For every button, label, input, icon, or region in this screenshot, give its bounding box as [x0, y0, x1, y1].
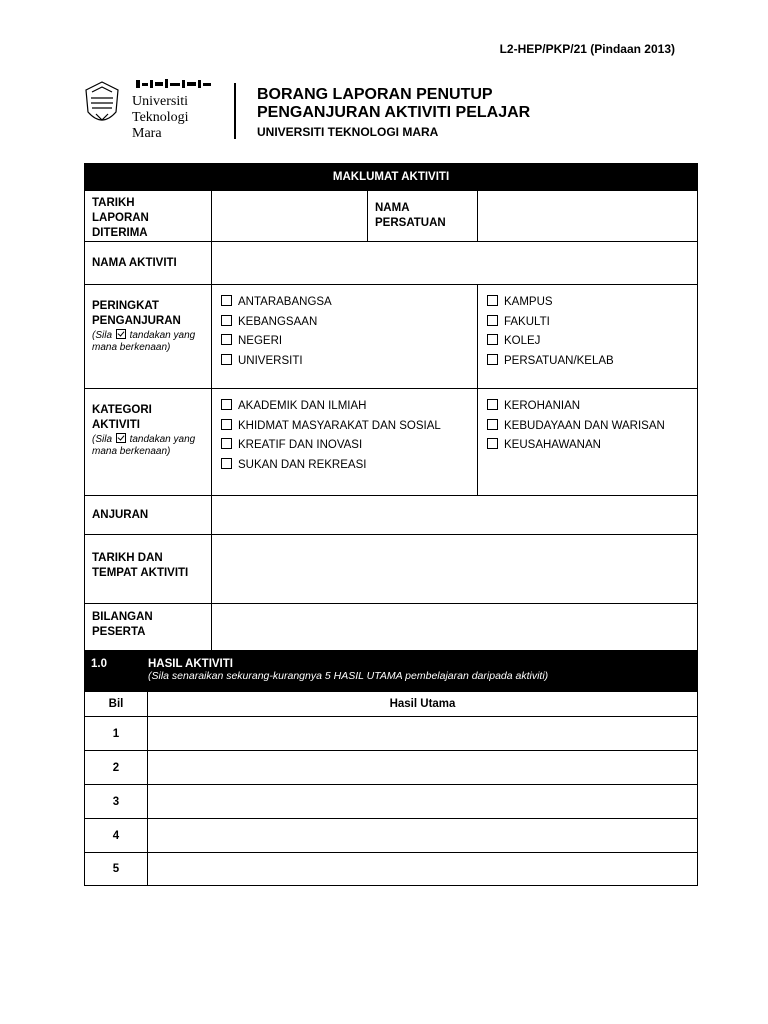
- kategori-options-right: [478, 389, 698, 496]
- checkbox-keusahawanan[interactable]: KEUSAHAWANAN: [487, 438, 697, 458]
- row-number: 2: [85, 751, 148, 785]
- checkbox-kreatif[interactable]: KREATIF DAN INOVASI: [221, 438, 477, 458]
- kategori-note: (Sila tandakan yang mana berkenaan): [92, 434, 196, 457]
- checkbox-icon[interactable]: [221, 354, 232, 365]
- kategori-label: KATEGORI AKTIVITI (Sila tandakan yang mana berkenaan): [85, 389, 212, 496]
- checkbox-icon[interactable]: [221, 334, 232, 345]
- row-number: 5: [85, 853, 148, 886]
- checkbox-icon[interactable]: [487, 315, 498, 326]
- anjuran-field[interactable]: [212, 496, 698, 535]
- checkbox-fakulti[interactable]: FAKULTI: [487, 315, 697, 335]
- form-title-block: [257, 86, 530, 139]
- hasil-utama-field-4[interactable]: [148, 819, 698, 853]
- peringkat-label: PERINGKAT PENGANJURAN (Sila tandakan yang mana berkenaan): [85, 285, 212, 389]
- checkbox-kerohanian[interactable]: KEROHANIAN: [487, 399, 697, 419]
- col-header-bil: Bil: [85, 692, 148, 717]
- checkbox-icon[interactable]: [221, 458, 232, 469]
- checkbox-kolej[interactable]: KOLEJ: [487, 334, 697, 354]
- bilangan-peserta-label: BILANGAN PESERTA: [85, 604, 212, 651]
- checkbox-kebangsaan[interactable]: KEBANGSAAN: [221, 315, 477, 335]
- nama-persatuan-label: NAMA PERSATUAN: [368, 191, 478, 242]
- hasil-section-number: 1.0: [85, 652, 148, 692]
- checkbox-kebudayaan[interactable]: KEBUDAYAAN DAN WARISAN: [487, 419, 697, 439]
- hasil-aktiviti-table: [84, 651, 698, 886]
- tarikh-laporan-field[interactable]: [212, 191, 368, 242]
- hasil-utama-field-2[interactable]: [148, 751, 698, 785]
- checkbox-universiti[interactable]: UNIVERSITI: [221, 354, 477, 374]
- checkbox-icon[interactable]: [487, 295, 498, 306]
- header-divider: [234, 83, 236, 139]
- checkbox-icon[interactable]: [487, 399, 498, 410]
- checked-box-icon: [116, 329, 126, 339]
- table-row: [85, 853, 698, 886]
- row-number: 3: [85, 785, 148, 819]
- nama-aktiviti-label: NAMA AKTIVITI: [85, 242, 212, 285]
- checkbox-akademik[interactable]: AKADEMIK DAN ILMIAH: [221, 399, 477, 419]
- checkbox-icon[interactable]: [487, 354, 498, 365]
- checkbox-icon[interactable]: [221, 419, 232, 430]
- row-number: 1: [85, 717, 148, 751]
- checkbox-kampus[interactable]: KAMPUS: [487, 295, 697, 315]
- table-row: [85, 751, 698, 785]
- checkbox-sukan[interactable]: SUKAN DAN REKREASI: [221, 458, 477, 478]
- uitm-logo: [82, 78, 232, 140]
- bilangan-peserta-field[interactable]: [212, 604, 698, 651]
- checkbox-negeri[interactable]: NEGERI: [221, 334, 477, 354]
- peringkat-options-left: [212, 285, 478, 389]
- checkbox-icon[interactable]: [487, 438, 498, 449]
- table-row: [85, 785, 698, 819]
- peringkat-note: (Sila tandakan yang mana berkenaan): [92, 330, 196, 353]
- checkbox-icon[interactable]: [487, 334, 498, 345]
- checkbox-icon[interactable]: [487, 419, 498, 430]
- anjuran-label: ANJURAN: [85, 496, 212, 535]
- kategori-options-left: [212, 389, 478, 496]
- form-institution: UNIVERSITI TEKNOLOGI MARA: [257, 125, 439, 139]
- hasil-section-subtitle: (Sila senaraikan sekurang-kurangnya 5 HASIL UTAMA pembelajaran daripada aktiviti): [148, 670, 549, 682]
- checked-box-icon: [116, 433, 126, 443]
- form-title-line1: BORANG LAPORAN PENUTUP: [257, 86, 493, 103]
- checkbox-icon[interactable]: [221, 315, 232, 326]
- tarikh-tempat-label: TARIKH DAN TEMPAT AKTIVITI: [85, 535, 212, 604]
- nama-persatuan-field[interactable]: [478, 191, 698, 242]
- hasil-section-heading: [148, 652, 698, 692]
- checkbox-icon[interactable]: [221, 438, 232, 449]
- logo-text-line2: Teknologi: [132, 110, 189, 125]
- uitm-crest-icon: [82, 78, 232, 140]
- hasil-utama-field-3[interactable]: [148, 785, 698, 819]
- checkbox-persatuan-kelab[interactable]: PERSATUAN/KELAB: [487, 354, 697, 374]
- hasil-utama-field-1[interactable]: [148, 717, 698, 751]
- document-code: L2-HEP/PKP/21 (Pindaan 2013): [499, 42, 675, 56]
- checkbox-antarabangsa[interactable]: ANTARABANGSA: [221, 295, 477, 315]
- checkbox-icon[interactable]: [221, 295, 232, 306]
- row-number: 4: [85, 819, 148, 853]
- tarikh-laporan-label: TARIKH LAPORAN DITERIMA: [85, 191, 212, 242]
- logo-text-line3: Mara: [132, 126, 162, 140]
- hasil-section-title: HASIL AKTIVITI: [148, 658, 233, 670]
- activity-form: [84, 163, 697, 886]
- maklumat-aktiviti-heading: MAKLUMAT AKTIVITI: [85, 164, 698, 191]
- nama-aktiviti-field[interactable]: [212, 242, 698, 285]
- table-row: [85, 819, 698, 853]
- col-header-hasil-utama: Hasil Utama: [148, 692, 698, 717]
- table-row: [85, 717, 698, 751]
- form-title-line2: PENGANJURAN AKTIVITI PELAJAR: [257, 104, 531, 121]
- hasil-utama-field-5[interactable]: [148, 853, 698, 886]
- tarikh-tempat-field[interactable]: [212, 535, 698, 604]
- logo-text-line1: Universiti: [132, 94, 188, 109]
- peringkat-options-right: [478, 285, 698, 389]
- checkbox-icon[interactable]: [221, 399, 232, 410]
- checkbox-khidmat-masyarakat[interactable]: KHIDMAT MASYARAKAT DAN SOSIAL: [221, 419, 477, 439]
- maklumat-aktiviti-table: [84, 163, 698, 651]
